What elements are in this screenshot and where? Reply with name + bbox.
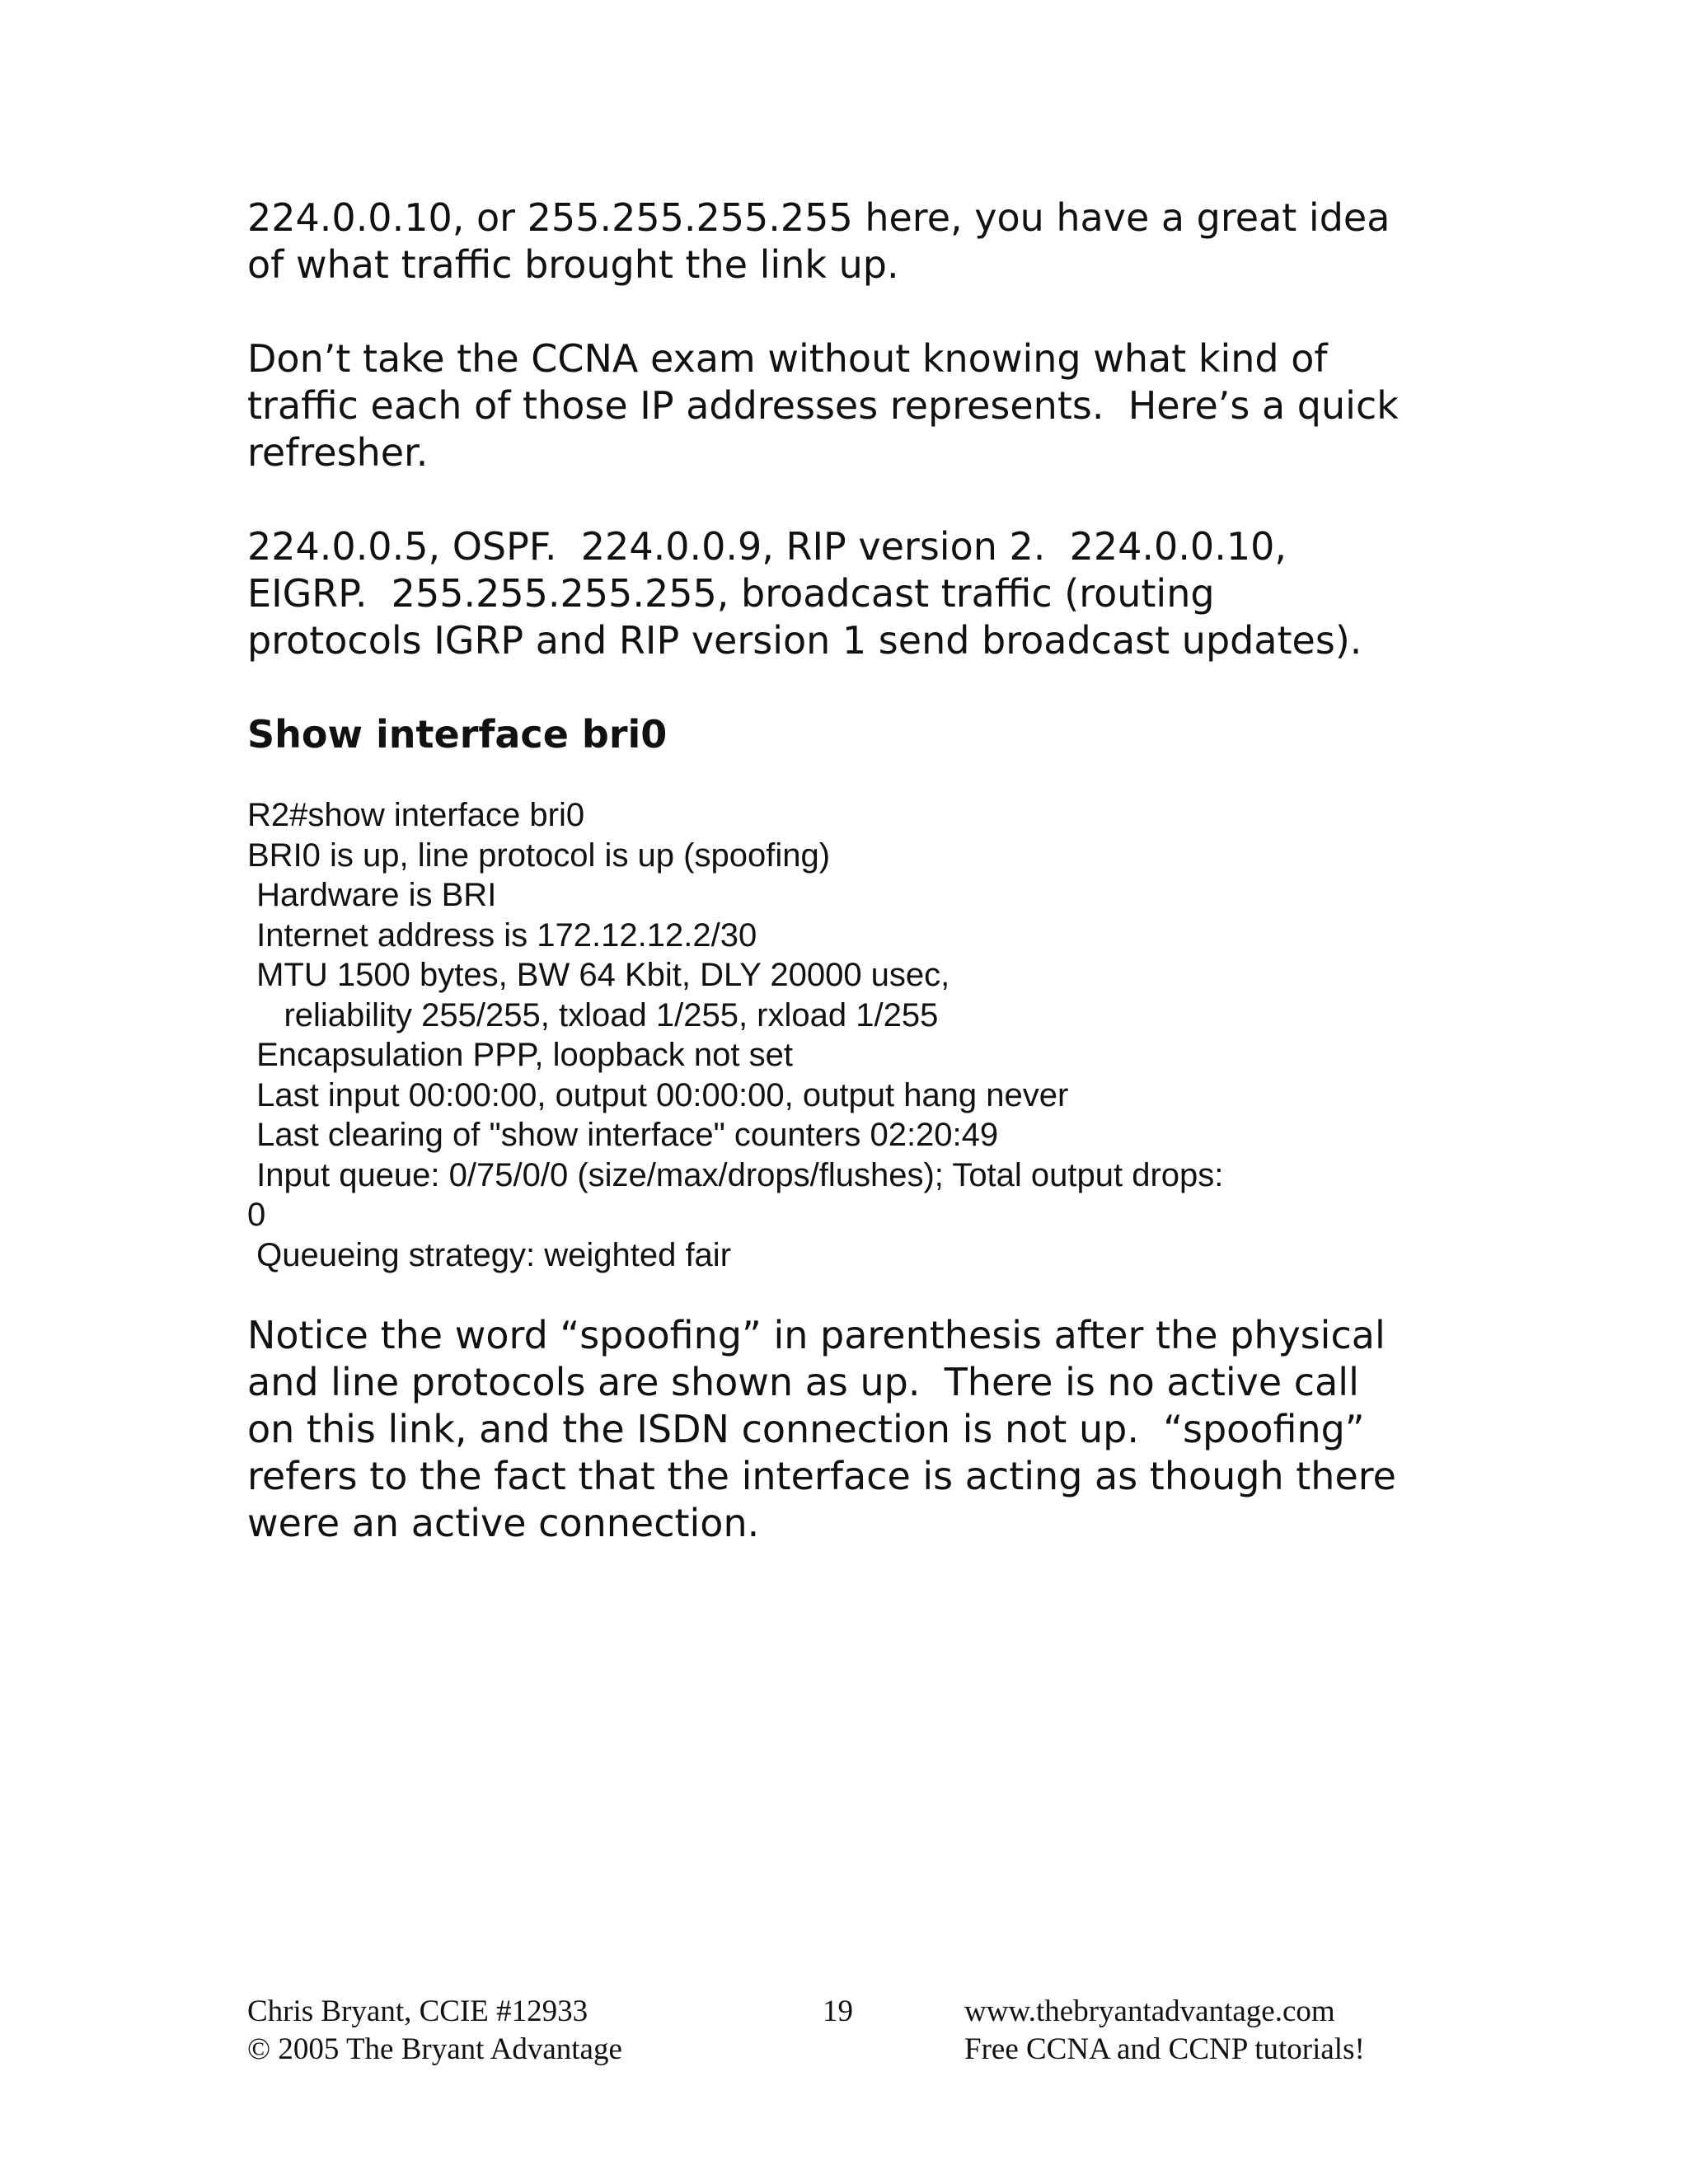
footer-author: Chris Bryant, CCIE #12933 — [247, 1994, 588, 2028]
page-body — [247, 194, 1451, 1547]
cli-line: Encapsulation PPP, loopback not set — [247, 1037, 793, 1073]
footer-right — [964, 1993, 1365, 2069]
cli-line: Input queue: 0/75/0/0 (size/max/drops/flushes); Total output drops: — [247, 1156, 1224, 1193]
cli-line: Internet address is 172.12.12.2/30 — [247, 916, 757, 954]
cli-line: 0 — [247, 1197, 266, 1233]
cli-line: MTU 1500 bytes, BW 64 Kbit, DLY 20000 usec, — [247, 957, 950, 993]
cli-line: BRI0 is up, line protocol is up (spoofing) — [247, 837, 831, 874]
footer-left — [247, 1993, 622, 2069]
footer-website: www.thebryantadvantage.com — [964, 1994, 1335, 2028]
cli-line: R2#show interface bri0 — [247, 797, 585, 833]
cli-line: Last input 00:00:00, output 00:00:00, output hang never — [247, 1076, 1069, 1113]
footer-copyright: © 2005 The Bryant Advantage — [247, 2032, 622, 2066]
paragraph-multicast-addresses: 224.0.0.5, OSPF. 224.0.0.9, RIP version 2. 224.0.0.10, EIGRP. 255.255.255.255, broadcast traffic (routing protocols IGRP and RIP version 1 send broadcast updates). — [247, 524, 1362, 663]
footer-page-number: 19 — [823, 1994, 853, 2028]
paragraph-ccna-exam-tip: Don’t take the CCNA exam without knowing what kind of traffic each of those IP addresses represents. Here’s a quick refresher. — [247, 336, 1399, 475]
section-heading: Show interface bri0 — [247, 712, 668, 757]
cli-output-block — [247, 795, 1451, 1275]
cli-line: Hardware is BRI — [247, 877, 497, 913]
cli-line: Queueing strategy: weighted fair — [247, 1236, 732, 1273]
paragraph-traffic-idea: 224.0.0.10, or 255.255.255.255 here, you have a great idea of what traffic brought the link up. — [247, 195, 1390, 287]
cli-line: Last clearing of "show interface" counters 02:20:49 — [247, 1117, 999, 1153]
footer-tagline: Free CCNA and CCNP tutorials! — [964, 2032, 1365, 2066]
paragraph-spoofing-explanation: Notice the word “spoofing” in parenthesis after the physical and line protocols are shown as up. There is no active call on this link, and the ISDN connection is not up. “spoofing” refers to the fact that the interface is acting as though there were an active connection. — [247, 1313, 1396, 1545]
cli-line: reliability 255/255, txload 1/255, rxload 1/255 — [247, 996, 939, 1033]
